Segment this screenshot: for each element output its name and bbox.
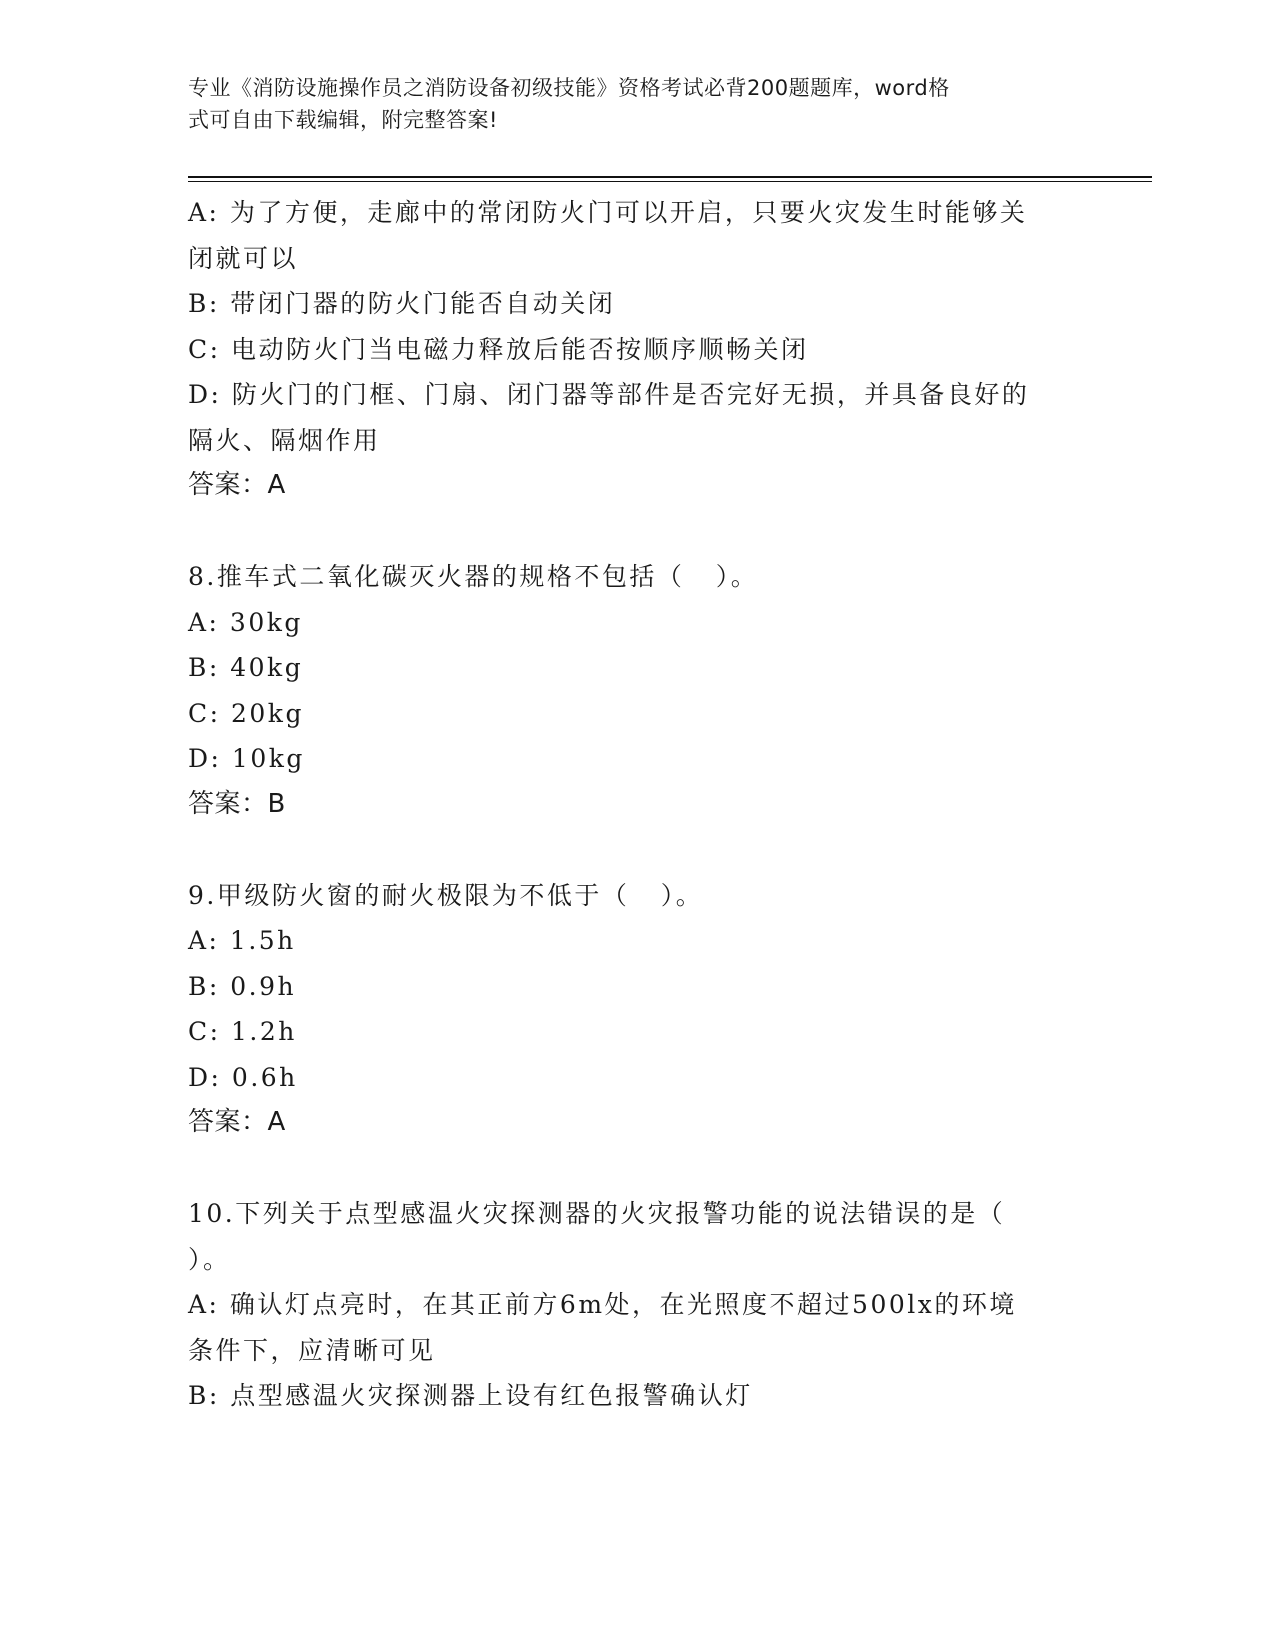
q7-answer: 答案：A xyxy=(188,470,286,500)
question-9-block xyxy=(188,873,1088,1146)
q9-option-a: A: 1.5h xyxy=(188,926,296,955)
q7-option-c: C: 电动防火门当电磁力释放后能否按顺序顺畅关闭 xyxy=(188,334,809,364)
q10-question-line-1: 10.下列关于点型感温火灾探测器的火灾报警功能的说法错误的是（ xyxy=(188,1199,1006,1228)
q7-option-d-line-2: 隔火、隔烟作用 xyxy=(188,425,381,455)
q9-option-d: D: 0.6h xyxy=(188,1062,298,1092)
header-line-2: 式可自由下载编辑，附完整答案! xyxy=(188,108,498,132)
question-8-block xyxy=(188,554,1088,827)
q8-answer: 答案：B xyxy=(188,788,286,819)
header-divider-thin xyxy=(188,181,1152,182)
q8-question: 8.推车式二氧化碳灭火器的规格不包括（ ）。 xyxy=(188,562,759,591)
document-body xyxy=(188,190,1088,1419)
q9-option-b: B: 0.9h xyxy=(188,971,297,1001)
header-line-1: 专业《消防设施操作员之消防设备初级技能》资格考试必背200题题库，word格 xyxy=(188,76,950,100)
q10-option-a-line-2: 条件下，应清晰可见 xyxy=(188,1335,436,1365)
q7-option-a-line-1: A: 为了方便，走廊中的常闭防火门可以开启，只要火灾发生时能够关 xyxy=(188,198,1028,227)
document-header xyxy=(188,72,1068,136)
q9-answer: 答案：A xyxy=(188,1107,286,1137)
spacer xyxy=(188,1146,1088,1192)
q9-option-c: C: 1.2h xyxy=(188,1017,297,1046)
q8-option-a: A: 30kg xyxy=(188,607,303,637)
q10-question-line-2: ）。 xyxy=(188,1244,231,1274)
q7-option-b: B: 带闭门器的防火门能否自动关闭 xyxy=(188,289,616,318)
q10-option-b: B: 点型感温火灾探测器上设有红色报警确认灯 xyxy=(188,1381,753,1410)
q9-question: 9.甲级防火窗的耐火极限为不低于（ ）。 xyxy=(188,880,704,910)
q7-option-d-line-1: D: 防火门的门框、门扇、闭门器等部件是否完好无损，并具备良好的 xyxy=(188,380,1030,409)
q10-option-a-line-1: A: 确认灯点亮时，在其正前方6m处，在光照度不超过500lx的环境 xyxy=(188,1290,1017,1319)
question-10-block xyxy=(188,1191,1088,1419)
q8-option-d: D: 10kg xyxy=(188,744,305,773)
header-divider-thick xyxy=(188,176,1152,178)
q8-option-c: C: 20kg xyxy=(188,698,304,728)
question-7-block xyxy=(188,190,1088,509)
q8-option-b: B: 40kg xyxy=(188,653,304,682)
q7-option-a-line-2: 闭就可以 xyxy=(188,243,299,273)
spacer xyxy=(188,509,1088,555)
spacer xyxy=(188,827,1088,873)
